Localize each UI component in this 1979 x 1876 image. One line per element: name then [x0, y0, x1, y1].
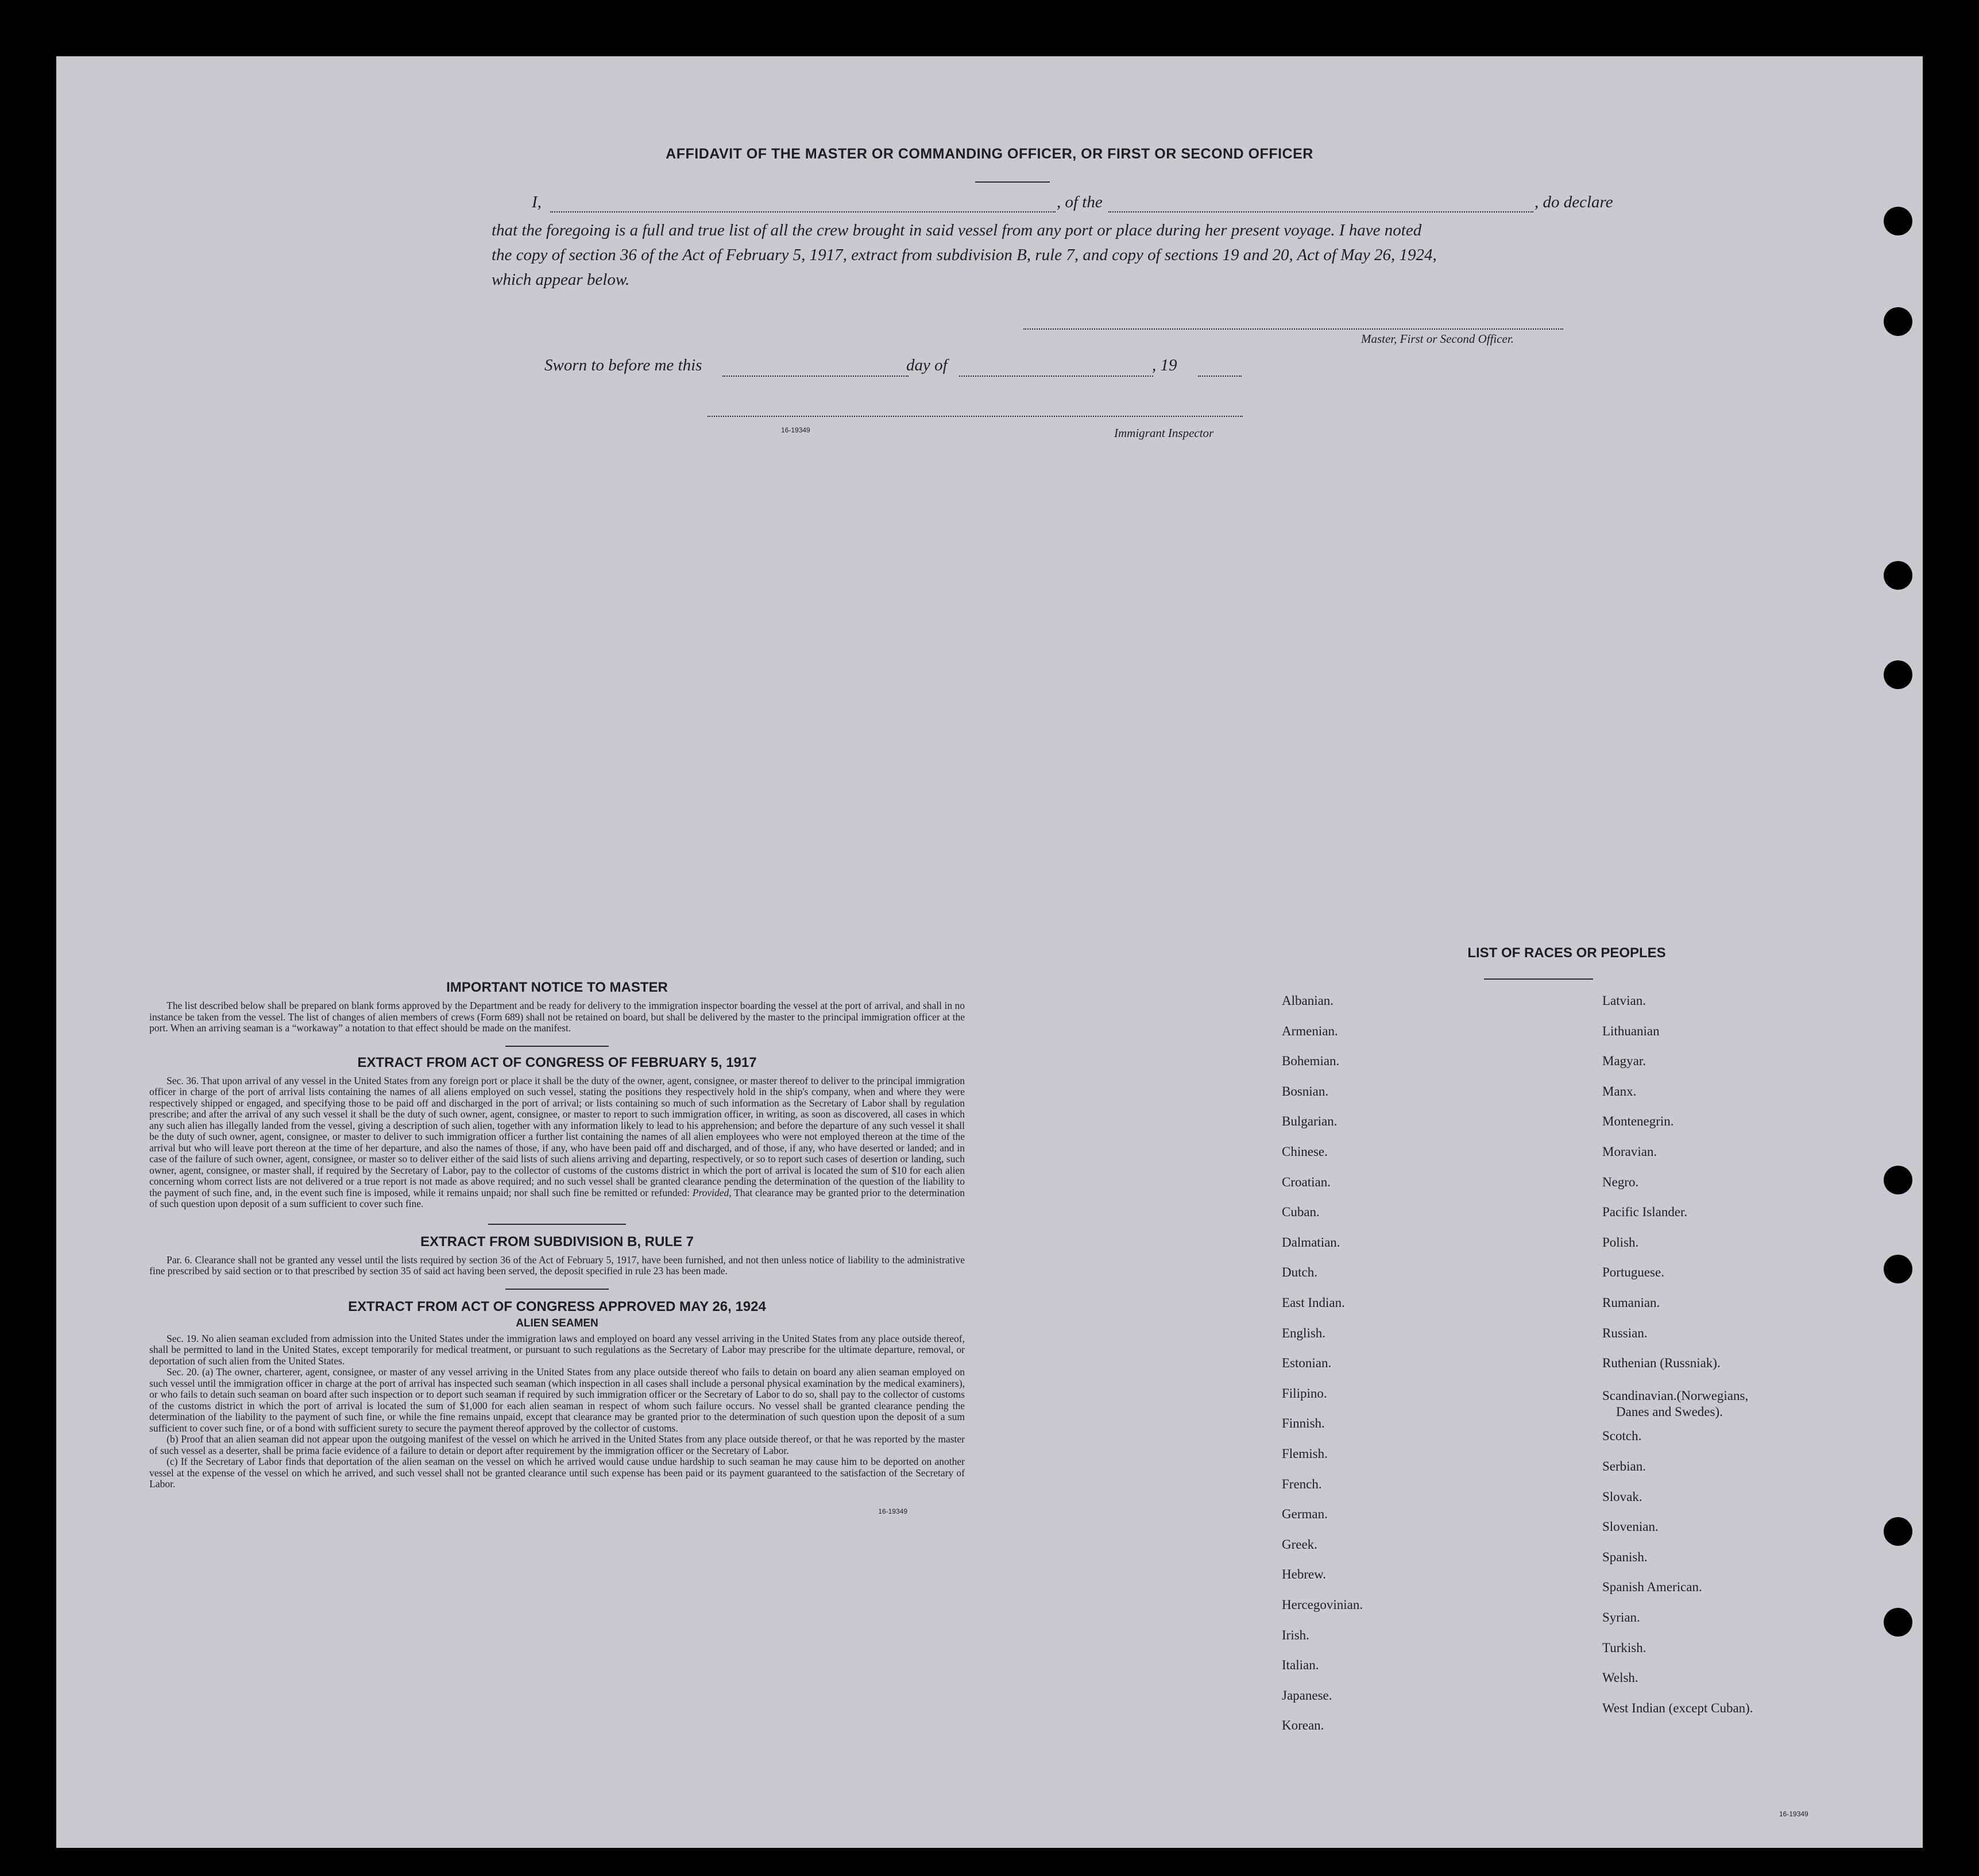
- sec36-text: Sec. 36. That upon arrival of any vessel in the United States from any foreign port or place it shall be the duty of the owner, agent, consignee, or master thereof to deliver to the principal immigration officer in charge of the port of arrival lists containing the names of all aliens employed on such vessel, stating the positions they respectively hold in the ship's company, when and where they were respectively shipped or engaged, and specifying those to be paid off and discharged in the port of arrival; or lists containing so much of such information as the Secretary of Labor shall by regulation prescribe; and after the arrival of any such vessel it shall be the duty of such owner, agent, consignee, or master to report to such immigration officer, in writing, as soon as discovered, all cases in which any such alien has illegally landed from the vessel, giving a description of such alien, together with any information likely to lead to his apprehension; and before the departure of any such vessel it shall be the duty of such owner, agent, consignee, or master to deliver to such immigration officer a further list containing the names of all alien employees who were not employed thereon at the time of the arrival but who will leave port thereon at the time of her departure, and also the names of those, if any, who have been paid off and discharged, and of those, if any, who have deserted or landed; and in case of the failure of such owner, agent, consignee, or master so to deliver either of the said lists of such aliens arriving and departing, respectively, or so to report such cases of desertion or landing, such owner, agent, consignee, or master shall, if required by the Secretary of Labor, pay to the collector of customs of the customs district in which the port of arrival is located the sum of $10 for each alien concerning whom correct lists are not delivered or a true report is not made as above required; and no such vessel shall be granted clearance pending the determination of the question of the liability to the payment of such fine, and, in the event such fine is imposed, while it remains unpaid; nor shall such fine be remitted or refunded:: [149, 1074, 965, 1198]
- statement-line-3: which appear below.: [492, 270, 630, 289]
- divider: [505, 1289, 609, 1290]
- inspector-signature-field[interactable]: [708, 416, 1243, 417]
- extract-1924-title: EXTRACT FROM ACT OF CONGRESS APPROVED MAY 26, 1924: [348, 1298, 766, 1314]
- sworn-month-field[interactable]: [959, 376, 1153, 377]
- extract-1924-subtitle: ALIEN SEAMEN: [516, 1317, 598, 1329]
- title-underline: [975, 181, 1050, 183]
- race-item: Albanian.: [1282, 993, 1334, 1008]
- sec20c-text: (c) If the Secretary of Labor finds that deportation of the alien seaman on the vessel on which he arrived would cause undue hardship to such seaman he may cause him to be deported on another vessel at the expense of the vessel on which he arrived, and such vessel shall not be granted clearance until such expense has been paid or its payment guaranteed to the satisfaction of the Secretary of Labor.: [149, 1456, 965, 1490]
- race-item: Ruthenian (Russniak).: [1602, 1356, 1721, 1371]
- race-item: Manx.: [1602, 1084, 1637, 1098]
- races-title-underline: [1484, 978, 1593, 980]
- race-item: Irish.: [1282, 1627, 1309, 1642]
- sworn-day-field[interactable]: [722, 376, 909, 377]
- race-item: Spanish.: [1602, 1549, 1648, 1564]
- provided-term: Provided,: [692, 1186, 732, 1198]
- extract-1917-text: [149, 1076, 965, 1210]
- extract-1924-text: [149, 1333, 965, 1490]
- binder-hole: [1884, 1255, 1912, 1283]
- race-item: West Indian (except Cuban).: [1602, 1700, 1753, 1715]
- extract-rule7-title: EXTRACT FROM SUBDIVISION B, RULE 7: [420, 1233, 694, 1250]
- sec20b-text: (b) Proof that an alien seaman did not appear upon the outgoing manifest of the vessel on which he arrived in the United States from any place outside thereof, or that he was reported by the master of such vessel as a deserter, shall be prima facie evidence of a failure to detain or deport after requirement by the immigration officer or the Secretary of Labor.: [149, 1433, 965, 1456]
- divider: [488, 1224, 626, 1225]
- race-item: German.: [1282, 1507, 1328, 1522]
- notice-title: IMPORTANT NOTICE TO MASTER: [446, 980, 668, 995]
- race-item: Armenian.: [1282, 1023, 1338, 1038]
- race-item: Finnish.: [1282, 1416, 1325, 1431]
- sworn-label: Sworn to before me this: [544, 356, 702, 374]
- sworn-year-field[interactable]: [1198, 376, 1242, 377]
- extract-1917-title: EXTRACT FROM ACT OF CONGRESS OF FEBRUARY 5, 1917: [357, 1054, 757, 1070]
- race-item: Scotch.: [1602, 1429, 1642, 1444]
- race-item: Hercegovinian.: [1282, 1597, 1363, 1612]
- of-the-label: , of the: [1057, 193, 1103, 211]
- race-item: Bosnian.: [1282, 1084, 1329, 1098]
- extract-form-number: 16-19349: [878, 1507, 907, 1515]
- race-item: Japanese.: [1282, 1688, 1332, 1703]
- race-item: Dutch.: [1282, 1265, 1317, 1280]
- sec36-proviso: That clearance may be granted prior to the determination of such question upon deposit of a sum sufficient to cover such fine.: [149, 1186, 965, 1209]
- binder-hole: [1884, 307, 1912, 336]
- race-item: Scandinavian.(Norwegians,: [1602, 1388, 1749, 1403]
- race-item: Filipino.: [1282, 1386, 1327, 1401]
- extract-rule7-text: Par. 6. Clearance shall not be granted any vessel until the lists required by section 36 of the Act of February 5, 1917, have been furnished, and not then unless notice of liability to the administrative fine prescribed by said section or to that prescribed by section 35 of said act having been served, the deposit specified in rule 23 has been made.: [149, 1254, 965, 1277]
- vessel-name-field[interactable]: [1108, 211, 1533, 212]
- race-item: Latvian.: [1602, 993, 1646, 1008]
- race-item: Bohemian.: [1282, 1054, 1340, 1069]
- race-item: Cuban.: [1282, 1205, 1320, 1220]
- race-item: Korean.: [1282, 1718, 1324, 1733]
- race-item: Syrian.: [1602, 1610, 1640, 1624]
- race-item: Dalmatian.: [1282, 1235, 1340, 1250]
- race-item: Flemish.: [1282, 1446, 1328, 1461]
- race-item: Russian.: [1602, 1325, 1648, 1340]
- races-title: LIST OF RACES OR PEOPLES: [1467, 945, 1666, 961]
- sec20a-text: Sec. 20. (a) The owner, charterer, agent, consignee, or master of any vessel arriving in the United States from any place outside thereof who fails to detain on board any alien seaman employed on such vessel until the immigration officer in charge at the port of arrival has inspected such seaman (which inspection in all cases shall include a personal physical examination by the medical examiners), or who fails to detain such seaman on board after such inspection or to deport such seaman if required by such immigration officer or the Secretary of Labor to do so, shall pay to the collector of customs of the customs district in which the port of arrival is located the sum of $1,000 for each alien seaman in respect of whom such failure occurs. No vessel shall be granted clearance pending the determination of the liability to the payment of such fine, or while the fine remains unpaid, except that clearance may be granted prior to the determination of such question upon the deposit of a sum sufficient to cover such fine, or of a bond with sufficient surety to secure the payment thereof approved by the collector of customs.: [149, 1366, 965, 1434]
- race-item: Lithuanian: [1602, 1023, 1660, 1038]
- race-item: Greek.: [1282, 1537, 1317, 1552]
- affidavit-title: AFFIDAVIT OF THE MASTER OR COMMANDING OFFICER, OR FIRST OR SECOND OFFICER: [666, 146, 1313, 162]
- affidavit-statement: [492, 218, 1640, 292]
- race-item: Montenegrin.: [1602, 1114, 1674, 1129]
- race-item: Polish.: [1602, 1235, 1639, 1250]
- binder-hole: [1884, 660, 1912, 689]
- race-item: Welsh.: [1602, 1670, 1638, 1685]
- race-item: Hebrew.: [1282, 1567, 1327, 1582]
- race-item: French.: [1282, 1476, 1322, 1491]
- race-item: Serbian.: [1602, 1459, 1646, 1473]
- race-item: Estonian.: [1282, 1356, 1332, 1371]
- race-item: Magyar.: [1602, 1054, 1646, 1069]
- sec19-text: Sec. 19. No alien seaman excluded from admission into the United States under the immigration laws and employed on board any vessel arriving in the United States from any place outside thereof, shall be permitted to land in the United States, except temporarily for medical treatment, or pursuant to such regulations as the Secretary of Labor may prescribe for the ultimate departure, removal, or deportation of such alien from the United States.: [149, 1332, 965, 1367]
- declarant-name-field[interactable]: [550, 211, 1056, 212]
- race-item: Italian.: [1282, 1658, 1319, 1673]
- form-sheet: [56, 56, 1923, 1848]
- race-item: Slovenian.: [1602, 1519, 1659, 1534]
- binder-hole: [1884, 561, 1912, 590]
- race-item: Croatian.: [1282, 1174, 1331, 1189]
- race-item: Chinese.: [1282, 1144, 1328, 1159]
- binder-hole: [1884, 1517, 1912, 1546]
- race-item: Pacific Islander.: [1602, 1205, 1688, 1220]
- officer-signature-field[interactable]: [1023, 328, 1563, 330]
- race-item: Rumanian.: [1602, 1295, 1660, 1310]
- statement-line-1: that the foregoing is a full and true list of all the crew brought in said vessel from any port or place during her present voyage. I have noted: [492, 221, 1422, 239]
- officer-signature-caption: Master, First or Second Officer.: [1361, 332, 1514, 346]
- do-declare-label: , do declare: [1535, 193, 1613, 211]
- races-form-number: 16-19349: [1779, 1810, 1808, 1818]
- binder-hole: [1884, 1608, 1912, 1637]
- race-item: Bulgarian.: [1282, 1114, 1338, 1129]
- race-item: East Indian.: [1282, 1295, 1345, 1310]
- statement-line-2: the copy of section 36 of the Act of February 5, 1917, extract from subdivision B, rule 7, and copy of sections 19 and 20, Act of May 26, 1924,: [492, 246, 1437, 264]
- race-item: Moravian.: [1602, 1144, 1657, 1159]
- inspector-caption: Immigrant Inspector: [1114, 426, 1214, 440]
- declarant-label: I,: [532, 193, 542, 211]
- race-item: Danes and Swedes).: [1616, 1404, 1723, 1419]
- year-label: , 19: [1152, 356, 1177, 374]
- race-item: Spanish American.: [1602, 1580, 1702, 1595]
- affidavit-form-number: 16-19349: [781, 426, 810, 434]
- legal-notices-column: [149, 980, 965, 1515]
- race-item: Negro.: [1602, 1174, 1639, 1189]
- divider: [505, 1046, 609, 1047]
- race-item: Portuguese.: [1602, 1265, 1664, 1280]
- binder-hole: [1884, 1166, 1912, 1194]
- day-of-label: day of: [906, 356, 948, 374]
- binder-hole: [1884, 207, 1912, 235]
- race-item: Slovak.: [1602, 1489, 1642, 1504]
- race-item: Turkish.: [1602, 1640, 1646, 1655]
- notice-text: The list described below shall be prepared on blank forms approved by the Department and be ready for delivery to the immigration inspector boarding the vessel at the port of arrival, and shall in no instance be taken from the vessel. The list of changes of alien members of crews (Form 689) shall not be retained on board, but shall be delivered by the master to the principal immigration officer at the port. When an arriving seaman is a “workaway” a notation to that effect should be made on the manifest.: [149, 1000, 965, 1034]
- race-item: English.: [1282, 1325, 1326, 1340]
